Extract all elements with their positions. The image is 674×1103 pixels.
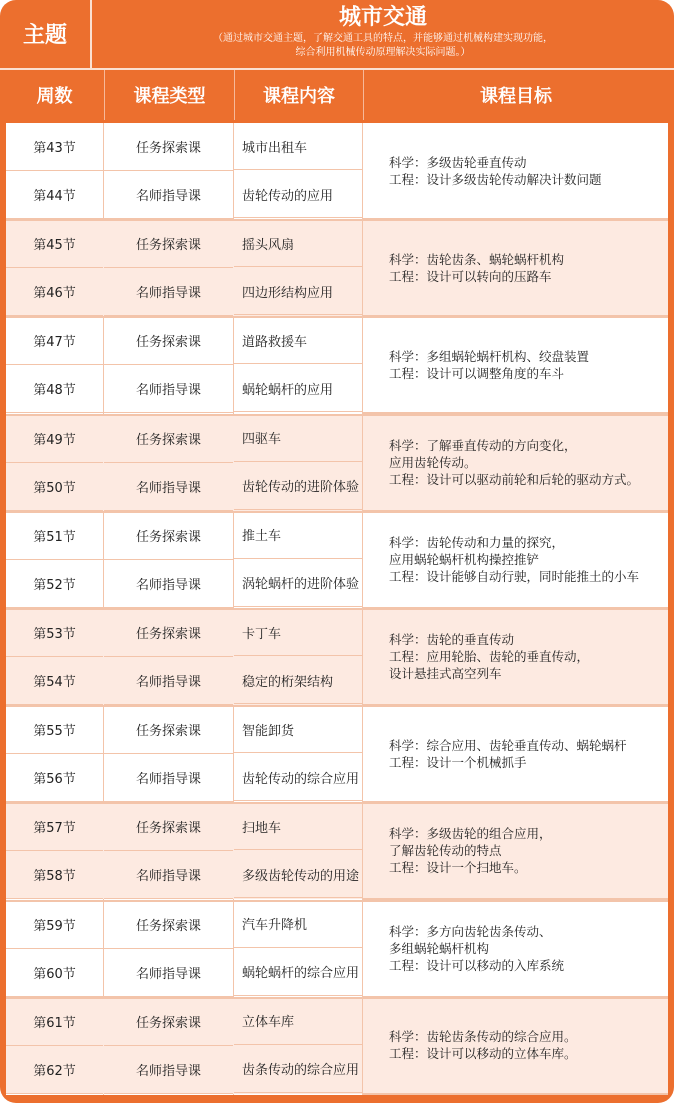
goal-text: 科学：齿轮齿条传动的综合应用。 工程：设计可以移动的立体车库。 (389, 1029, 577, 1062)
course-type-cell: 名师指导课 (104, 171, 233, 219)
theme-content (92, 0, 674, 66)
goal-text: 科学：齿轮的垂直传动 工程：应用轮胎、齿轮的垂直传动， 设计悬挂式高空列车 (389, 632, 590, 681)
goal-text: 科学：综合应用、齿轮垂直传动、蜗轮蜗杆 工程：设计一个机械抓手 (389, 737, 627, 770)
table-header (0, 70, 674, 120)
goal-text: 科学：齿轮传动和力量的探究， 应用蜗轮蜗杆机构操控推铲 工程：设计能够自动行驶，同时能推土的小车 (389, 534, 640, 584)
table-row (6, 901, 362, 949)
column-header-type: 课程类型 (133, 86, 206, 107)
goal-cell (363, 415, 668, 512)
course-type-cell: 名师指导课 (104, 754, 233, 802)
table-row (6, 706, 362, 754)
column-header-week: 周数 (36, 86, 73, 107)
group-divider (6, 997, 668, 999)
week-cell: 第54节 (6, 657, 103, 705)
course-type-cell: 名师指导课 (104, 560, 233, 608)
group-divider (6, 802, 668, 804)
course-content-cell: 卡丁车 (234, 609, 362, 656)
table-row (6, 463, 362, 511)
week-cell: 第50节 (6, 463, 103, 511)
course-content-cell: 智能卸货 (234, 706, 362, 753)
week-cell: 第56节 (6, 754, 103, 802)
table-row (6, 851, 362, 899)
week-cell: 第60节 (6, 949, 103, 997)
table-row (6, 415, 362, 463)
week-cell: 第49节 (6, 415, 103, 463)
week-cell: 第48节 (6, 365, 103, 413)
course-content-cell: 齿轮传动的综合应用 (234, 754, 362, 801)
table-row (6, 657, 362, 705)
course-content-cell: 蜗轮蜗杆的应用 (234, 365, 362, 412)
theme-banner (0, 0, 674, 68)
week-cell: 第43节 (6, 123, 103, 171)
week-cell: 第47节 (6, 317, 103, 365)
group-divider (6, 608, 668, 610)
goal-text: 科学：多组蜗轮蜗杆机构、绞盘装置 工程：设计可以调整角度的车斗 (389, 348, 590, 381)
course-type-cell: 任务探索课 (104, 220, 233, 268)
course-type-cell: 名师指导课 (104, 463, 233, 511)
week-cell: 第55节 (6, 706, 103, 754)
goal-cell (363, 609, 668, 706)
course-content-cell: 道路救援车 (234, 317, 362, 364)
course-content-cell: 四边形结构应用 (234, 268, 362, 315)
week-cell: 第44节 (6, 171, 103, 219)
course-type-cell: 任务探索课 (104, 415, 233, 463)
course-type-cell: 名师指导课 (104, 657, 233, 705)
group-divider (6, 705, 668, 707)
course-type-cell: 任务探索课 (104, 123, 233, 171)
table-body (6, 123, 668, 1095)
week-cell: 第59节 (6, 901, 103, 949)
week-cell: 第62节 (6, 1046, 103, 1094)
table-row (6, 998, 362, 1046)
course-type-cell: 任务探索课 (104, 609, 233, 657)
course-content-cell: 齿条传动的综合应用 (234, 1046, 362, 1093)
goal-text: 科学：了解垂直传动的方向变化， 应用齿轮传动。 工程：设计可以驱动前轮和后轮的驱动方式。 (389, 437, 640, 487)
course-type-cell: 名师指导课 (104, 365, 233, 413)
goal-cell (363, 220, 668, 317)
table-row (6, 803, 362, 851)
week-cell: 第51节 (6, 512, 103, 560)
week-cell: 第61节 (6, 998, 103, 1046)
goal-cell (363, 803, 668, 900)
week-cell: 第57节 (6, 803, 103, 851)
course-type-cell: 任务探索课 (104, 803, 233, 851)
course-type-cell: 名师指导课 (104, 949, 233, 997)
goal-cell (363, 901, 668, 998)
course-type-cell: 任务探索课 (104, 706, 233, 754)
goal-text: 科学：多级齿轮的组合应用， 了解齿轮传动的特点 工程：设计一个扫地车。 (389, 826, 552, 876)
table-row (6, 1046, 362, 1094)
course-type-cell: 名师指导课 (104, 851, 233, 899)
column-header-content: 课程内容 (263, 86, 335, 107)
table-row (6, 171, 362, 219)
table-row (6, 365, 362, 413)
course-type-cell: 任务探索课 (104, 901, 233, 949)
course-content-cell: 城市出租车 (234, 123, 362, 170)
table-row (6, 609, 362, 657)
week-cell: 第53节 (6, 609, 103, 657)
course-content-cell: 齿轮传动的应用 (234, 171, 362, 218)
goal-text: 科学：齿轮齿条、蜗轮蜗杆机构 工程：设计可以转向的压路车 (389, 251, 565, 284)
course-content-cell: 多级齿轮传动的用途 (234, 851, 362, 898)
course-content-cell: 摇头风扇 (234, 220, 362, 267)
week-cell: 第46节 (6, 268, 103, 316)
week-cell: 第52节 (6, 560, 103, 608)
group-divider (6, 414, 668, 416)
table-row (6, 949, 362, 997)
table-row (6, 560, 362, 608)
goal-cell (363, 123, 668, 220)
table-row (6, 268, 362, 316)
theme-subtitle-line2: 综合利用机械传动原理解决实际问题。） (295, 47, 471, 58)
course-type-cell: 任务探索课 (104, 998, 233, 1046)
course-content-cell: 汽车升降机 (234, 901, 362, 948)
goal-cell (363, 706, 668, 803)
course-type-cell: 任务探索课 (104, 512, 233, 560)
group-divider (6, 219, 668, 221)
course-type-cell: 名师指导课 (104, 268, 233, 316)
goal-text: 科学：多级齿轮垂直传动 工程：设计多级齿轮传动解决计数问题 (389, 154, 602, 187)
goal-cell (363, 512, 668, 609)
course-content-cell: 推土车 (234, 512, 362, 559)
week-cell: 第58节 (6, 851, 103, 899)
course-content-cell: 立体车库 (234, 998, 362, 1045)
course-content-cell: 蜗轮蜗杆的综合应用 (234, 949, 362, 996)
goal-cell (363, 998, 668, 1095)
goal-cell (363, 317, 668, 414)
table-row (6, 317, 362, 365)
table-row (6, 220, 362, 268)
course-type-cell: 名师指导课 (104, 1046, 233, 1094)
course-type-cell: 任务探索课 (104, 317, 233, 365)
theme-subtitle-line1: （通过城市交通主题，了解交通工具的特点，并能够通过机械构建实现功能， (213, 33, 553, 44)
group-divider (6, 900, 668, 902)
course-content-cell: 扫地车 (234, 803, 362, 850)
course-content-cell: 稳定的桁架结构 (234, 657, 362, 704)
week-cell: 第45节 (6, 220, 103, 268)
table-row (6, 754, 362, 802)
goal-text: 科学：多方向齿轮齿条传动、 多组蜗轮蜗杆机构 工程：设计可以移动的入库系统 (389, 923, 565, 973)
group-divider (6, 511, 668, 513)
course-content-cell: 齿轮传动的进阶体验 (234, 463, 362, 510)
course-content-cell: 四驱车 (234, 415, 362, 462)
theme-title: 城市交通 (338, 5, 427, 30)
table-row (6, 123, 362, 171)
group-divider (6, 316, 668, 318)
course-content-cell: 涡轮蜗杆的进阶体验 (234, 560, 362, 607)
column-header-goal: 课程目标 (480, 86, 552, 107)
table-row (6, 512, 362, 560)
theme-label: 主题 (22, 22, 67, 48)
